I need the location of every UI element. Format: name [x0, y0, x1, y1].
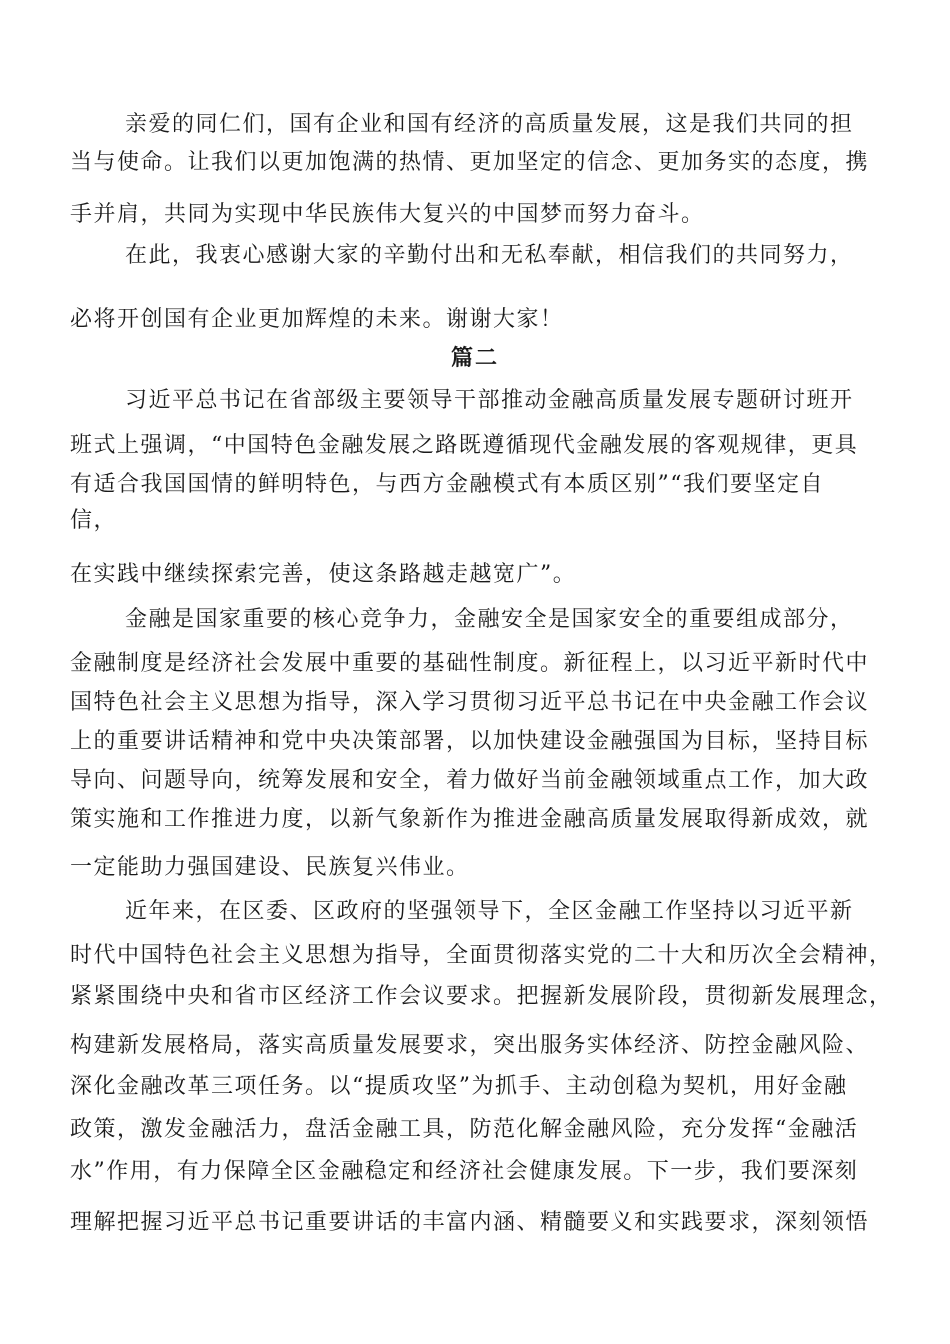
text-line: 必将开创国有企业更加辉煌的未来。谢谢大家！	[70, 307, 564, 332]
text-line: 紧紧围绕中央和省市区经济工作会议要求。把握新发展阶段，贯彻新发展理念，	[70, 984, 893, 1009]
text-line: 习近平总书记在省部级主要领导干部推动金融高质量发展专题研讨班开	[125, 388, 854, 413]
text-line: 导向、问题导向，统筹发展和安全，着力做好当前金融领域重点工作，加大政	[70, 768, 870, 793]
text-line: 手并肩，共同为实现中华民族伟大复兴的中国梦而努力奋斗。	[70, 202, 705, 227]
text-line: 构建新发展格局，落实高质量发展要求，突出服务实体经济、防控金融风险、	[70, 1033, 870, 1058]
text-line: 上的重要讲话精神和党中央决策部署，以加快建设金融强国为目标，坚持目标	[70, 729, 870, 754]
text-line: 国特色社会主义思想为指导，深入学习贯彻习近平总书记在中央金融工作会议	[70, 690, 870, 715]
text-line: 水”作用，有力保障全区金融稳定和经济社会健康发展。下一步，我们要深刻	[70, 1159, 859, 1184]
text-line: 近年来，在区委、区政府的坚强领导下，全区金融工作坚持以习近平新	[125, 899, 854, 924]
text-line: 理解把握习近平总书记重要讲话的丰富内涵、精髓要义和实践要求，深刻领悟	[70, 1210, 870, 1235]
text-line: 有适合我国国情的鲜明特色，与西方金融模式有本质区别”“我们要坚定自	[70, 472, 824, 497]
text-line: 亲爱的同仁们，国有企业和国有经济的高质量发展，这是我们共同的担	[125, 112, 854, 137]
text-line: 时代中国特色社会主义思想为指导，全面贯彻落实党的二十大和历次全会精神，	[70, 943, 893, 968]
text-line: 金融是国家重要的核心竞争力，金融安全是国家安全的重要组成部分，	[125, 607, 854, 632]
text-line: 信，	[70, 508, 118, 533]
text-line: 在此，我衷心感谢大家的辛勤付出和无私奉献，相信我们的共同努力，	[125, 243, 854, 268]
text-line: 金融制度是经济社会发展中重要的基础性制度。新征程上，以习近平新时代中	[70, 651, 870, 676]
text-line: 一定能助力强国建设、民族复兴伟业。	[70, 855, 470, 880]
text-line: 深化金融改革三项任务。以“提质攻坚”为抓手、主动创稳为契机，用好金融	[70, 1074, 848, 1099]
text-line: 当与使命。让我们以更加饱满的热情、更加坚定的信念、更加务实的态度，携	[70, 150, 870, 175]
text-line: 策实施和工作推进力度，以新气象新作为推进金融高质量发展取得新成效，就	[70, 807, 870, 832]
text-line: 班式上强调，“中国特色金融发展之路既遵循现代金融发展的客观规律，更具	[70, 433, 859, 458]
section-heading: 篇二	[450, 346, 499, 371]
text-line: 政策，激发金融活力，盘活金融工具，防范化解金融风险，充分发挥“金融活	[70, 1117, 859, 1142]
text-line: 在实践中继续探索完善，使这条路越走越宽广”。	[70, 562, 577, 587]
